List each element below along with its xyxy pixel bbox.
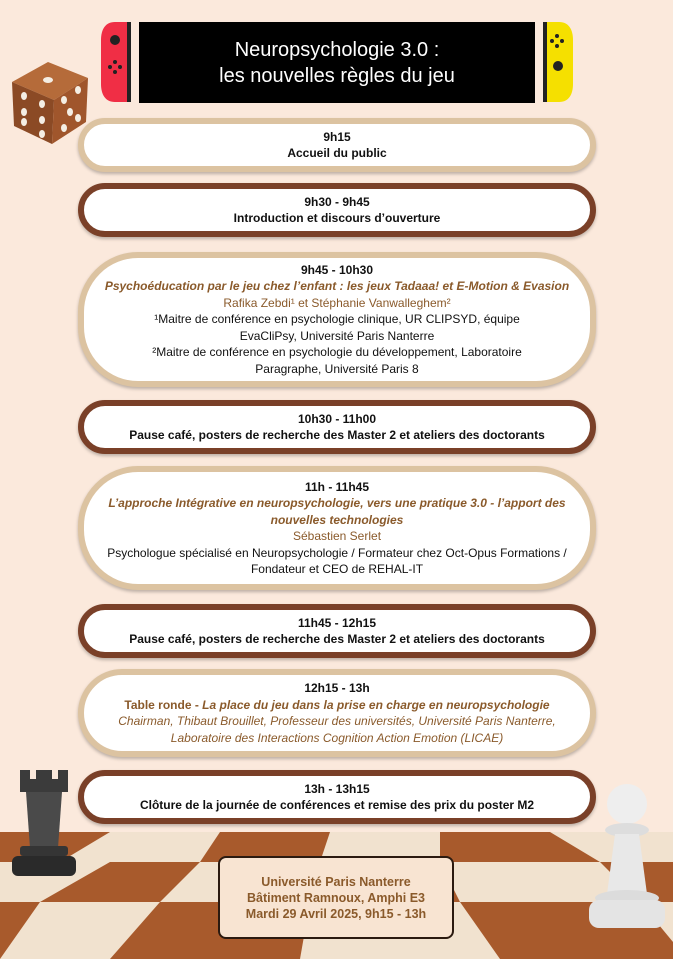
session-4 — [78, 466, 596, 590]
session-time: 9h30 - 9h45 — [304, 194, 370, 209]
venue-building: Bâtiment Ramnoux, Amphi E3 — [246, 890, 426, 905]
session-time: 13h - 13h15 — [304, 781, 370, 796]
pawn-piece-icon — [585, 782, 669, 932]
session-1 — [78, 183, 596, 237]
rook-piece-icon — [8, 770, 80, 878]
venue-university: Université Paris Nanterre — [261, 874, 411, 889]
session-time: 10h30 - 11h00 — [297, 411, 377, 426]
session-time: 9h45 - 10h30 — [300, 262, 374, 277]
title-line-2: les nouvelles règles du jeu — [219, 64, 455, 87]
session-text: Pause café, posters de recherche des Master 2 et ateliers des doctorants — [129, 428, 545, 442]
session-3 — [78, 400, 596, 454]
left-controller-icon — [101, 22, 131, 102]
talk-title: Psychoéducation par le jeu chez l’enfant : les jeux Tadaaa! et E-Motion & Evasion — [104, 279, 570, 294]
session-7 — [78, 770, 596, 824]
session-0 — [78, 118, 596, 172]
speaker-affiliation: Psychologue spécialisé en Neuropsychologie / Formateur chez Oct-Opus Formations / Fondateur et CEO de REHAL-IT — [107, 545, 567, 576]
session-time: 11h45 - 12h15 — [297, 615, 377, 630]
venue-date: Mardi 29 Avril 2025, 9h15 - 13h — [245, 906, 427, 921]
title-line-1: Neuropsychologie 3.0 : — [234, 38, 440, 61]
talk-title: La place du jeu dans la prise en charge en neuropsychologie — [202, 697, 550, 712]
venue-box — [218, 856, 454, 939]
roundtable-chair: Chairman, Thibaut Brouillet, Professeur des universités, Université Paris Nanterre, Laboratoire des Interactions Cognition Action Emotion (LICAE) — [118, 714, 556, 745]
right-controller-icon — [543, 22, 573, 102]
session-text: Clôture de la journée de conférences et remise des prix du poster M2 — [139, 798, 535, 812]
session-time: 12h15 - 13h — [304, 681, 370, 695]
session-time: 11h - 11h45 — [304, 479, 370, 494]
session-text: Pause café, posters de recherche des Master 2 et ateliers des doctorants — [129, 632, 545, 646]
session-5 — [78, 604, 596, 658]
session-text: Accueil du public — [287, 146, 387, 160]
event-title — [139, 22, 535, 103]
session-text: Introduction et discours d’ouverture — [233, 211, 441, 225]
talk-title: L’approche Intégrative en neuropsychologie, vers une pratique 3.0 - l’apport des nouvelles technologies — [108, 496, 566, 527]
session-time: 9h15 — [323, 129, 351, 144]
talk-speaker: Sébastien Serlet — [292, 529, 382, 543]
speaker-affiliation-2: ²Maitre de conférence en psychologie du développement, Laboratoire Paragraphe, Université Paris 8 — [152, 345, 522, 376]
roundtable-label: Table ronde - — [124, 697, 203, 712]
session-6 — [78, 669, 596, 757]
speaker-affiliation-1: ¹Maitre de conférence en psychologie clinique, UR CLIPSYD, équipe EvaCliPsy, Université Paris Nanterre — [154, 312, 520, 343]
talk-speakers: Rafika Zebdi¹ et Stéphanie Vanwalleghem² — [223, 295, 451, 310]
session-2 — [78, 252, 596, 387]
